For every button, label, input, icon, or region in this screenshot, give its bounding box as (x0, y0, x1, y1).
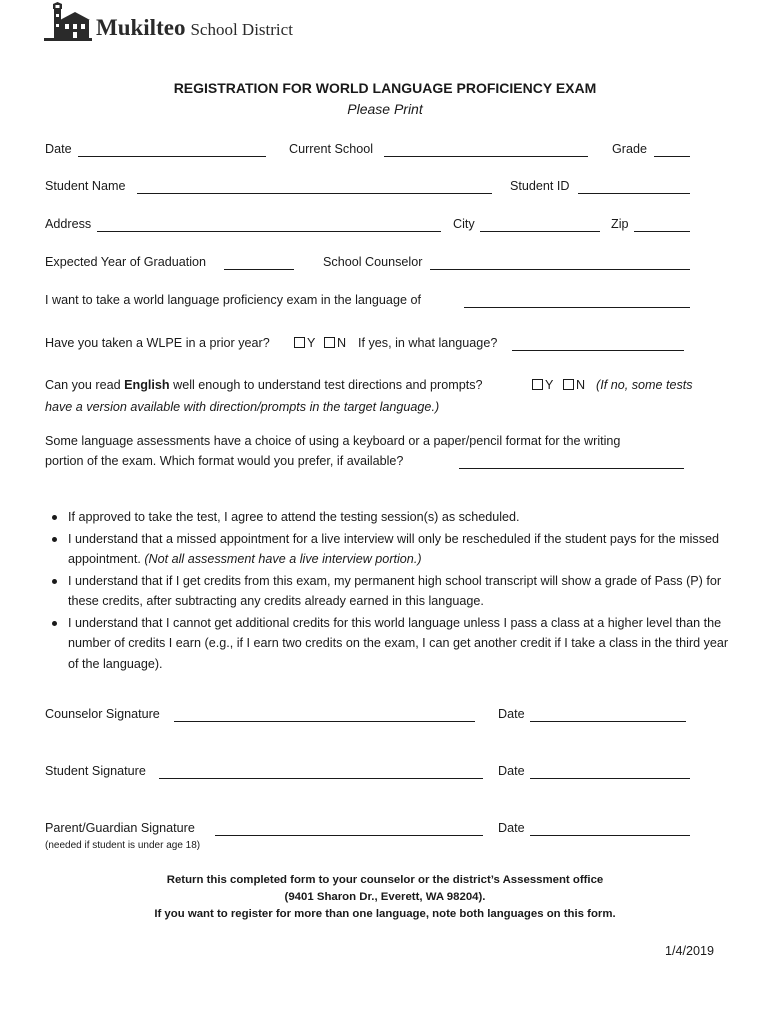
bullet-icon (52, 579, 57, 584)
prior-language-question: If yes, in what language? (358, 336, 498, 350)
office-address: (9401 Sharon Dr., Everett, WA 98204). (284, 891, 486, 903)
language-field[interactable] (464, 307, 690, 308)
logo-name: Mukilteo (96, 15, 186, 40)
grade-label: Grade (612, 142, 648, 156)
student-name-label: Student Name (45, 179, 126, 193)
student-signature-field[interactable] (159, 778, 483, 779)
list-item: If approved to take the test, I agree to attend the testing session(s) as scheduled. (45, 507, 735, 528)
address-field[interactable] (97, 231, 441, 232)
english-yes-option[interactable]: Y (532, 378, 553, 392)
prior-language-field[interactable] (512, 350, 684, 351)
parent-signature-field[interactable] (215, 835, 483, 836)
date-label: Date (45, 142, 72, 156)
bullet-icon (52, 537, 57, 542)
city-label: City (453, 217, 475, 231)
list-item: I understand that if I get credits from this exam, my permanent high school transcript will show a grade of Pass (P) for these credits, after subtracting any credits already earned in this language. (45, 571, 735, 612)
list-item: I understand that a missed appointment for a live interview will only be rescheduled if the student pays for the missed appointment. (Not all assessment have a live interview portion.) (45, 529, 735, 570)
parent-date-label: Date (498, 821, 525, 835)
format-question-line1: Some language assessments have a choice of using a keyboard or a paper/pencil format for the writing (45, 434, 621, 448)
agreement-list (45, 507, 735, 675)
counselor-date-label: Date (498, 707, 525, 721)
student-signature-label: Student Signature (45, 764, 146, 778)
student-date-label: Date (498, 764, 525, 778)
english-note-line1: (If no, some tests (596, 378, 693, 392)
grad-year-field[interactable] (224, 269, 294, 270)
zip-field[interactable] (634, 231, 690, 232)
parent-signature-label: Parent/Guardian Signature (45, 821, 195, 835)
counselor-label: School Counselor (323, 255, 423, 269)
student-id-label: Student ID (510, 179, 570, 193)
counselor-date-field[interactable] (530, 721, 686, 722)
grad-year-label: Expected Year of Graduation (45, 255, 207, 269)
date-field[interactable] (78, 156, 266, 157)
student-id-field[interactable] (578, 193, 690, 194)
counselor-field[interactable] (430, 269, 690, 270)
format-field[interactable] (459, 468, 684, 469)
zip-label: Zip (611, 217, 629, 231)
english-note-line2: have a version available with direction/prompts in the target language.) (45, 400, 440, 414)
student-name-field[interactable] (137, 193, 492, 194)
list-item: I understand that I cannot get additional credits for this world language unless I pass a class at a higher level than the number of credits I earn (e.g., if I earn two credits on the exam, I can get another credit if I take a class in the third year of the language). (45, 613, 735, 675)
lighthouse-icon (44, 2, 92, 42)
document-date: 1/4/2019 (664, 944, 714, 958)
multiple-language-note: If you want to register for more than one language, note both languages on this form. (154, 908, 616, 920)
address-label: Address (45, 217, 92, 231)
current-school-label: Current School (289, 142, 373, 156)
prior-no-checkbox[interactable] (324, 337, 335, 348)
english-no-option[interactable]: N (563, 378, 585, 392)
prior-no-option[interactable]: N (324, 336, 346, 350)
form-title: REGISTRATION FOR WORLD LANGUAGE PROFICIENCY EXAM (173, 80, 597, 96)
district-logo (44, 2, 293, 42)
prior-yes-option[interactable]: Y (294, 336, 315, 350)
language-question: I want to take a world language proficiency exam in the language of (45, 293, 421, 307)
grade-field[interactable] (654, 156, 690, 157)
parent-date-field[interactable] (530, 835, 690, 836)
prior-yes-checkbox[interactable] (294, 337, 305, 348)
form-subtitle: Please Print (347, 101, 423, 117)
english-yes-checkbox[interactable] (532, 379, 543, 390)
english-no-checkbox[interactable] (563, 379, 574, 390)
logo-subtitle: School District (190, 20, 293, 39)
parent-signature-note: (needed if student is under age 18) (45, 840, 201, 851)
format-question-line2: portion of the exam. Which format would you prefer, if available? (45, 454, 404, 468)
prior-question: Have you taken a WLPE in a prior year? (45, 336, 270, 350)
city-field[interactable] (480, 231, 600, 232)
student-date-field[interactable] (530, 778, 690, 779)
bullet-icon (52, 621, 57, 626)
bullet-icon (52, 515, 57, 520)
current-school-field[interactable] (384, 156, 588, 157)
english-question: Can you read English well enough to understand test directions and prompts? (45, 378, 483, 392)
counselor-signature-field[interactable] (174, 721, 475, 722)
return-instructions: Return this completed form to your counselor or the district’s Assessment office (166, 874, 604, 886)
counselor-signature-label: Counselor Signature (45, 707, 160, 721)
